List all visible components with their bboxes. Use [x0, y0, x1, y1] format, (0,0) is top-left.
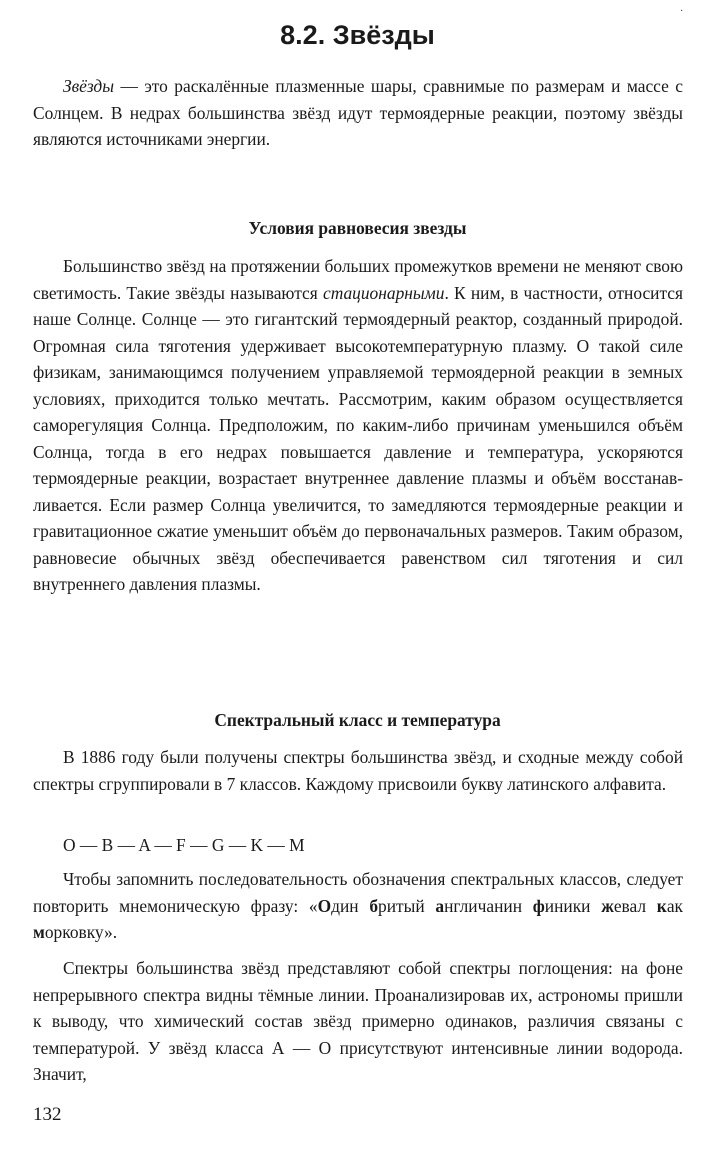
- mnemonic-word-2-rest: ритый: [378, 895, 436, 916]
- equilibrium-paragraph: [33, 253, 683, 598]
- mnemonic-letter-o: О: [317, 895, 332, 916]
- mnemonic-paragraph: [33, 866, 683, 946]
- intro-paragraph: [33, 73, 683, 153]
- intro-text: — это раскалённые плазменные шары, сравнимые по размерам и массе с Солнцем. В недрах большинства звёзд идут термоядерные реакции, поэтому звёзды являются источниками энергии.: [33, 76, 683, 149]
- page-title: 8.2. Звёзды: [280, 20, 435, 50]
- mnemonic-word-4-rest: иники: [544, 895, 602, 916]
- section-heading-equilibrium: Условия равновесия звезды: [248, 218, 467, 238]
- equilibrium-text-rest: . К ним, в частности, относится наше Солнце. Солнце — это гигантский термоядерный реактор, созданный природой. Огромная сила тяготения удерживает высокотемпературную плазму. О такой силе физикам, занимающимся получением управляемой термоядерной реакции в земных условиях, приходится только мечтать. Рассмотрим, каким образом осуществляется саморегуляция Солнца. Предположим, по каким-либо причинам уменьшился объём Солнца, тогда в его недрах повышается давление и температура, ускоряются термоядерные реакции, возрастает внутреннее давление плазмы и объём восстанавливается. Если размер Солнца увеличится, то замедляются термоядерные реакции и гравитационное сжатие уменьшит объём до первоначальных размеров. Таким образом, равновесие обычных звёзд обеспечивается равенством сил тяготения и сил внутреннего давления плазмы.: [33, 282, 683, 594]
- section-heading-spectral: Спектральный класс и температура: [214, 710, 501, 730]
- mnemonic-word-3-rest: нгличанин: [444, 895, 533, 916]
- page-number: 132: [33, 1104, 62, 1125]
- equilibrium-text-start: Большинство звёзд на протяжении больших промежутков времени не меняют свою светимость. Такие звёзды называются: [33, 256, 683, 303]
- mnemonic-word-7-rest: орковку».: [44, 922, 118, 942]
- spectral-class-sequence: O — B — A — F — G — K — M: [63, 835, 305, 855]
- intro-term: Звёзды: [63, 76, 115, 96]
- mnemonic-letter-m: м: [33, 922, 45, 942]
- mnemonic-word-1-rest: дин: [331, 895, 370, 916]
- absorption-paragraph: Спектры большинства звёзд представляют собой спектры поглощения: на фоне непрерывного спектра видны тёмные линии. Проанализировав их, астрономы пришли к выводу, что химический состав звёзд примерно одинаков, различия связаны с температурой. У звёзд класса А — О присутствуют интенсивные линии водорода. Значит,: [33, 958, 683, 1084]
- mnemonic-letter-g: ж: [601, 895, 614, 916]
- spectral-paragraph-1: В 1886 году были получены спектры большинства звёзд, и сходные между собой спектры сгруппировали в 7 классов. Каждому присвоили букву латинского алфавита.: [33, 747, 683, 794]
- mnemonic-letter-k: к: [656, 895, 667, 916]
- mnemonic-letter-a: а: [435, 895, 445, 916]
- mnemonic-word-6-rest: ак: [666, 895, 683, 916]
- mnemonic-letter-b: б: [369, 895, 379, 916]
- corner-mark: ·: [680, 6, 684, 17]
- mnemonic-letter-f: ф: [532, 895, 545, 916]
- mnemonic-word-5-rest: евал: [613, 895, 657, 916]
- mnemonic-intro: Чтобы запомнить последовательность обозначения спектральных классов, следует повторить мнемоническую фразу: «: [33, 869, 683, 916]
- equilibrium-term: стационарными: [322, 282, 445, 303]
